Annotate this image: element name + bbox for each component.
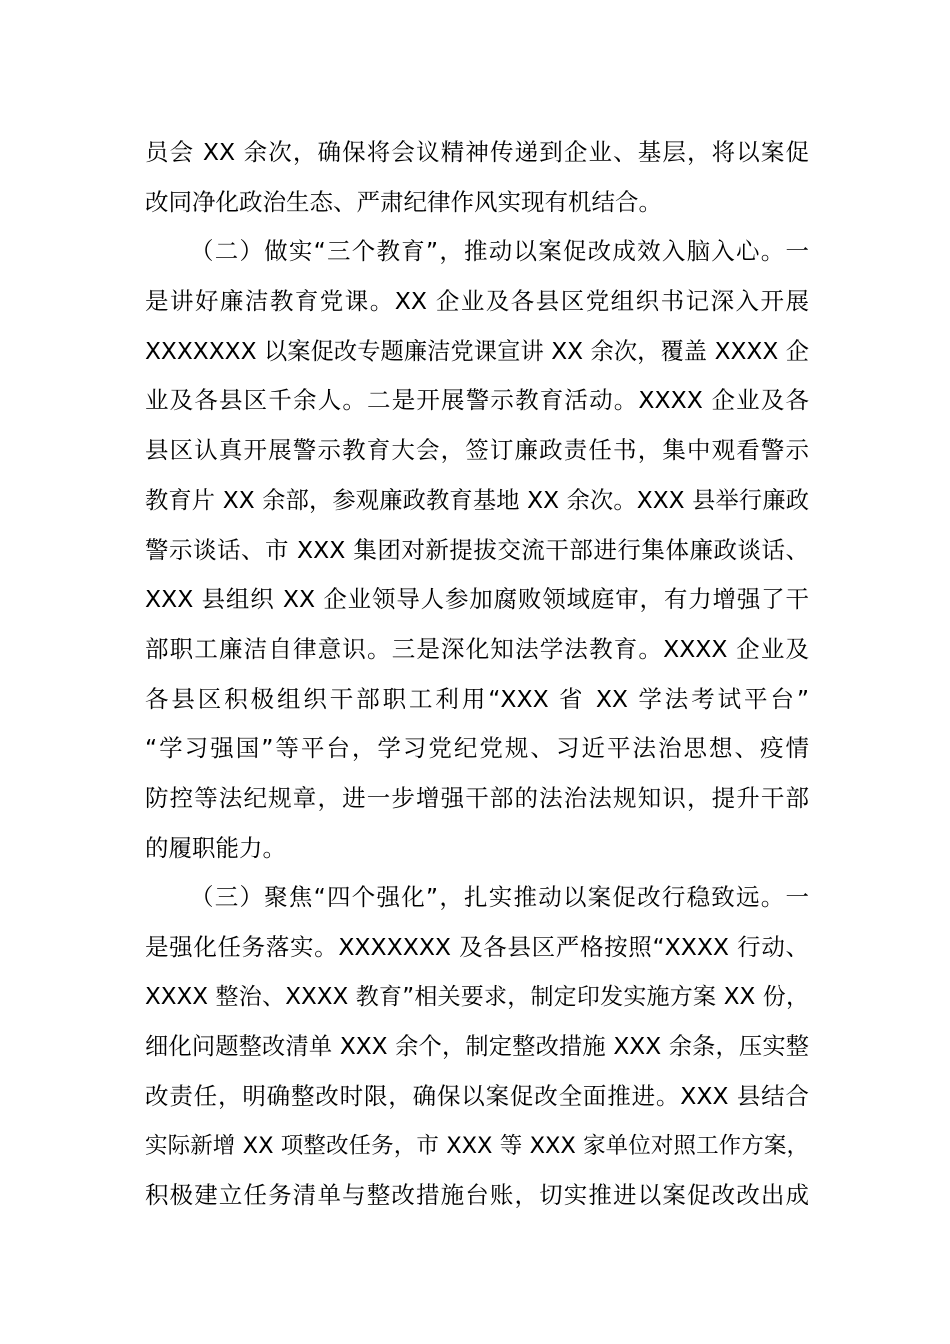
text-line: 县区认真开展警示教育大会，签订廉政责任书，集中观看警示: [145, 436, 809, 465]
text-line: 的履职能力。: [145, 833, 286, 862]
text-line: XXXX 整治、XXXX 教育”相关要求，制定印发实施方案 XX 份，: [145, 983, 809, 1010]
text-line: 员会 XX 余次，确保将会议精神传递到企业、基层，将以案促: [145, 138, 809, 166]
text-line: 实际新增 XX 项整改任务，市 XXX 等 XXX 家单位对照工作方案，: [145, 1132, 809, 1159]
text-line: 防控等法纪规章，进一步增强干部的法治法规知识，提升干部: [145, 783, 809, 812]
text-line: 部职工廉洁自律意识。三是深化知法学法教育。XXXX 企业及: [145, 634, 809, 663]
document-body: [145, 128, 809, 1221]
text-line: （二）做实“三个教育”，推动以案促改成效入脑入心。一: [190, 237, 809, 266]
text-line: 各县区积极组织干部职工利用“XXX 省 XX 学法考试平台”: [145, 684, 809, 713]
text-line: 是强化任务落实。XXXXXXX 及各县区严格按照“XXXX 行动、: [145, 933, 809, 961]
text-line: 改同净化政治生态、严肃纪律作风实现有机结合。: [145, 187, 662, 216]
text-line: 是讲好廉洁教育党课。XX 企业及各县区党组织书记深入开展: [145, 287, 809, 316]
text-line: 细化问题整改清单 XXX 余个，制定整改措施 XXX 余条，压实整: [145, 1033, 809, 1061]
text-line: “学习强国”等平台，学习党纪党规、习近平法治思想、疫情: [145, 734, 809, 763]
text-line: 业及各县区千余人。二是开展警示教育活动。XXXX 企业及各: [145, 386, 809, 415]
text-line: 改责任，明确整改时限，确保以案促改全面推进。XXX 县结合: [145, 1082, 809, 1111]
text-line: 警示谈话、市 XXX 集团对新提拔交流干部进行集体廉政谈话、: [145, 535, 809, 564]
text-line: XXXXXXX 以案促改专题廉洁党课宣讲 XX 余次，覆盖 XXXX 企: [145, 337, 809, 365]
text-line: 教育片 XX 余部，参观廉政教育基地 XX 余次。XXX 县举行廉政: [145, 486, 809, 514]
text-line: XXX 县组织 XX 企业领导人参加腐败领域庭审，有力增强了干: [145, 585, 809, 614]
text-line: （三）聚焦“四个强化”，扎实推动以案促改行稳致远。一: [190, 883, 809, 912]
text-line: 积极建立任务清单与整改措施台账，切实推进以案促改改出成: [145, 1181, 809, 1210]
